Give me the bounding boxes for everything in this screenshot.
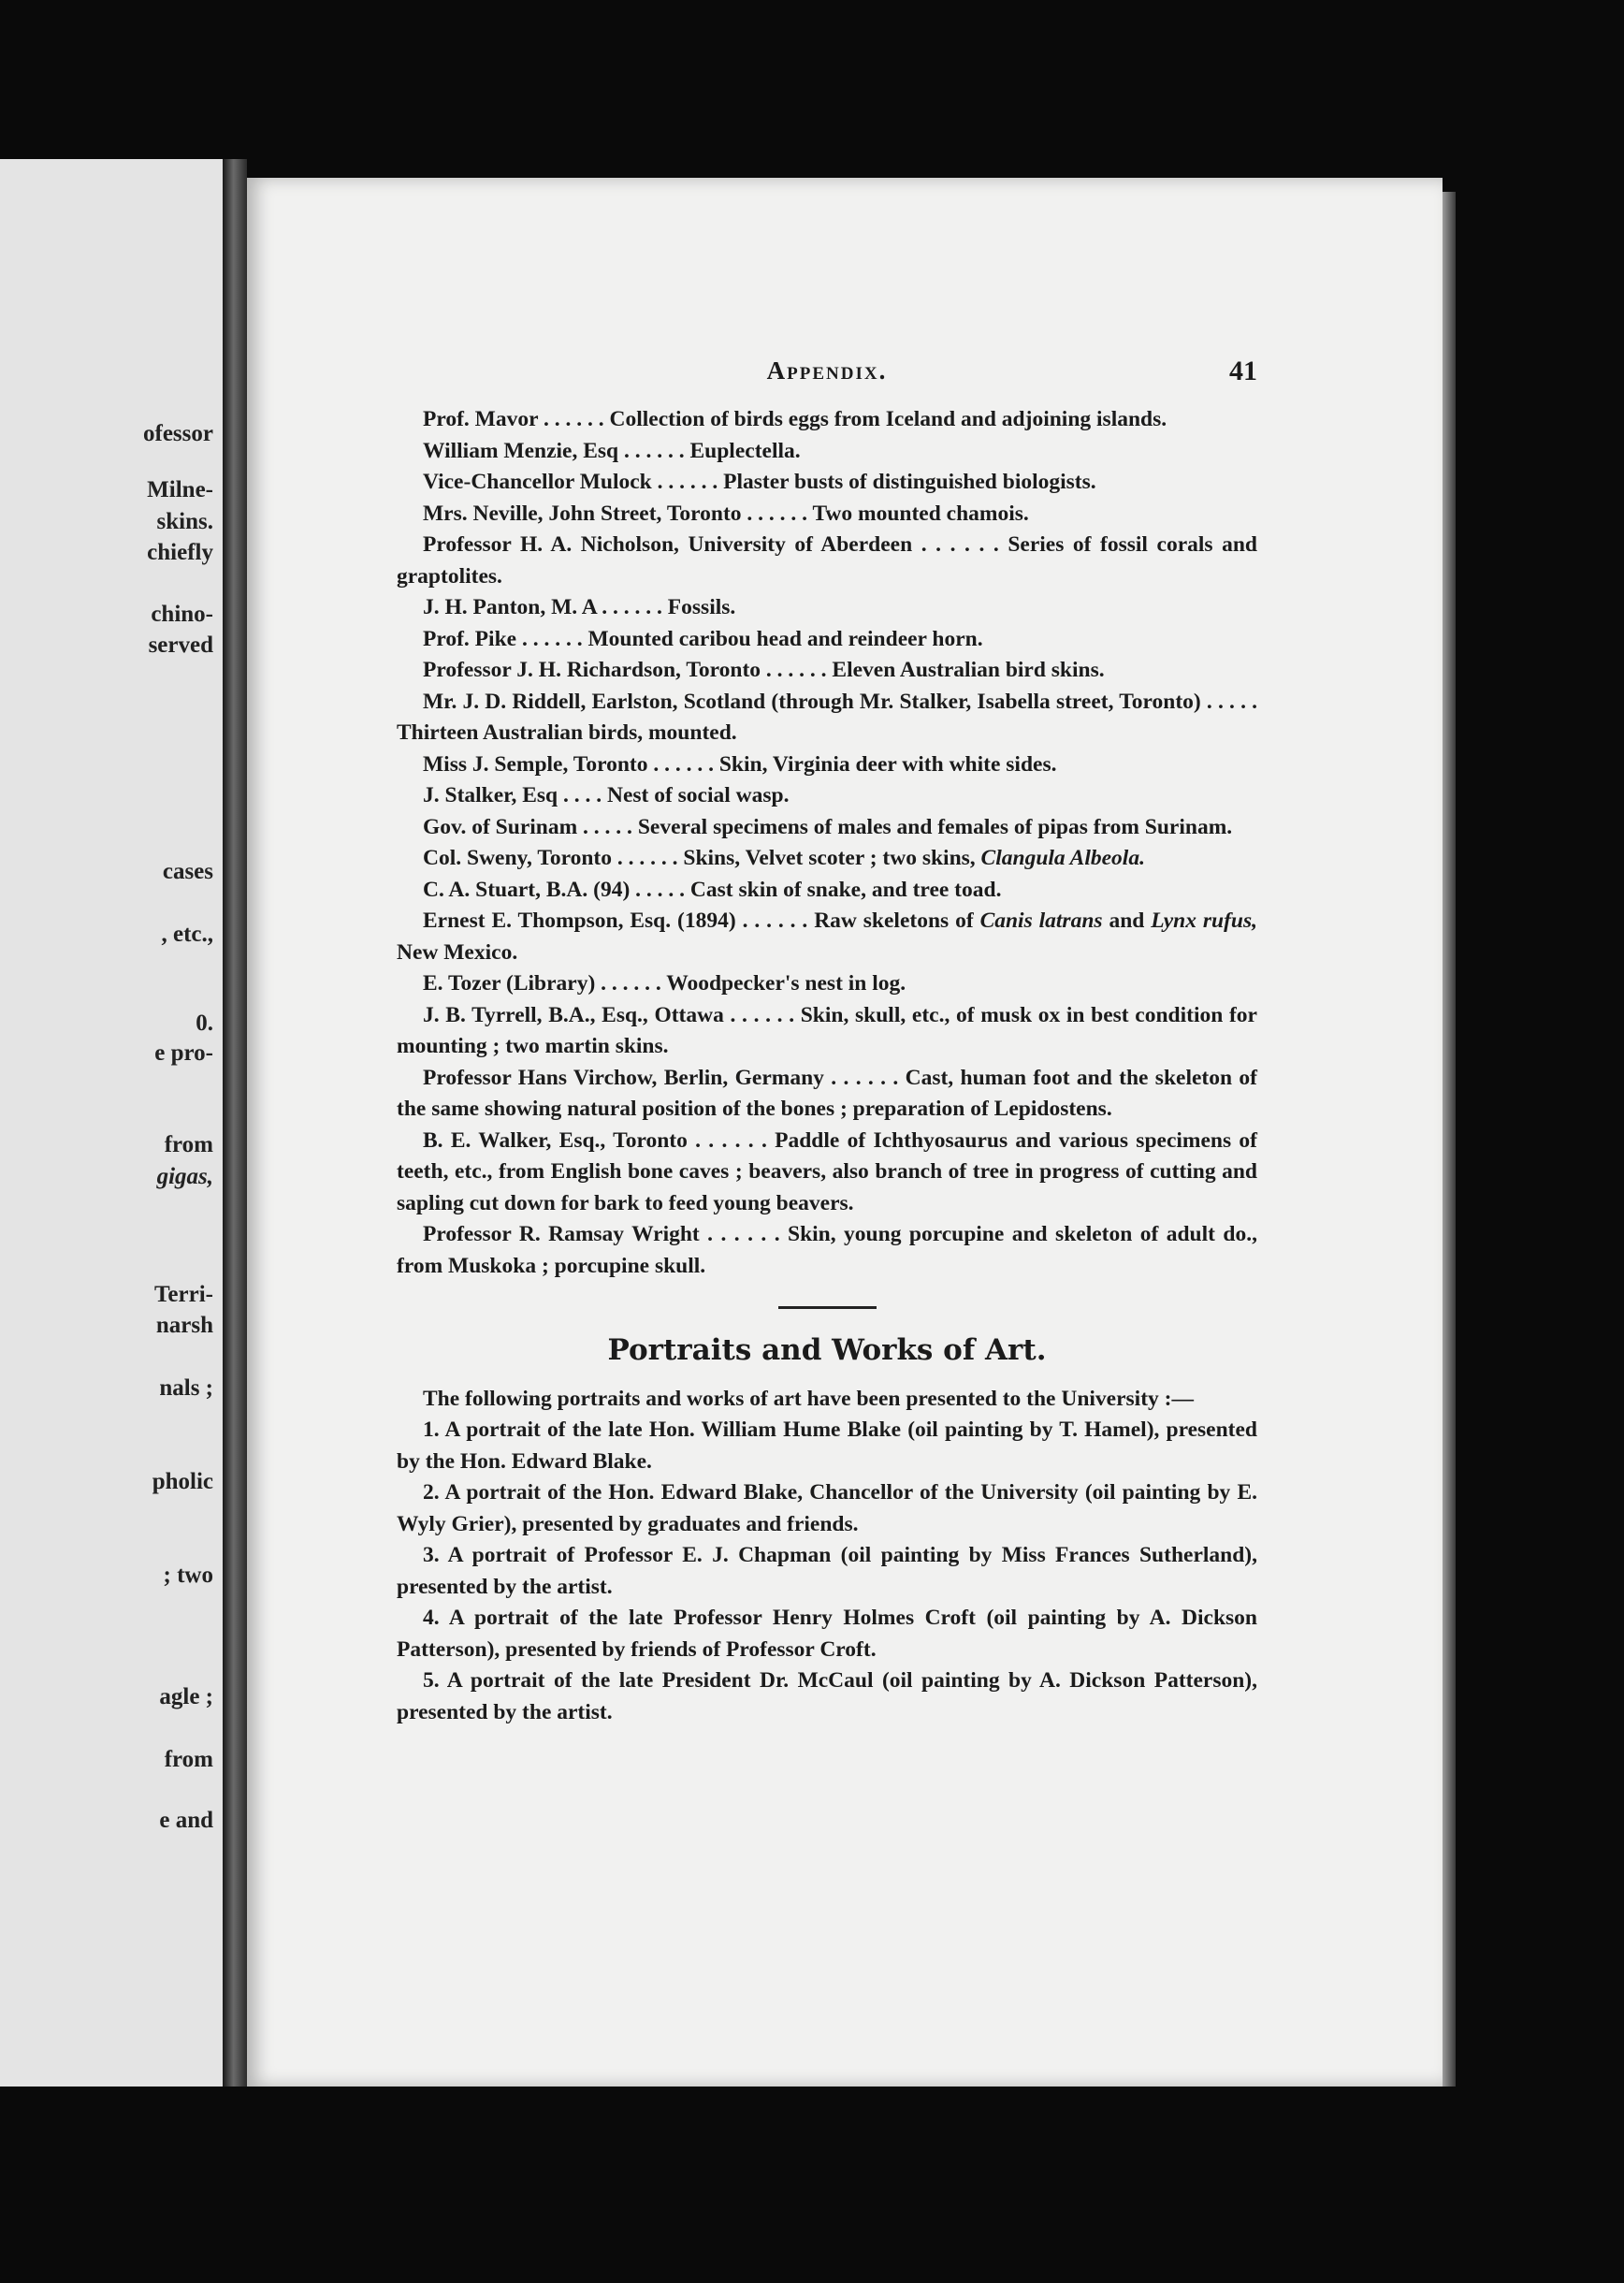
page-text (397, 356, 1257, 1728)
list-item: Col. Sweny, Toronto . . . . . . Skins, Velvet scoter ; two skins, Clangula Albeola. (423, 846, 1145, 870)
portrait-item: 1. A portrait of the late Hon. William Hume Blake (oil painting by T. Hamel), presented by the Hon. Edward Blake. (397, 1418, 1257, 1474)
portrait-item: 4. A portrait of the late Professor Henry Holmes Croft (oil painting by A. Dickson Patterson), presented by friends of Professor Croft. (397, 1606, 1257, 1662)
portrait-item: 5. A portrait of the late President Dr. McCaul (oil painting by A. Dickson Patterson), presented by the artist. (397, 1668, 1257, 1724)
donation-list (397, 404, 1257, 1282)
list-item: Professor H. A. Nicholson, University of Aberdeen . . . . . . Series of fossil corals and graptolites. (397, 532, 1257, 589)
portrait-item: 2. A portrait of the Hon. Edward Blake, Chancellor of the University (oil painting by E. Wyly Grier), presented by graduates and friends. (397, 1480, 1257, 1536)
list-item: Prof. Mavor . . . . . . Collection of birds eggs from Iceland and adjoining islands. (423, 407, 1167, 431)
left-fragment: chiefly (147, 540, 213, 565)
left-fragment: Terri- (154, 1282, 213, 1307)
book-gutter (223, 159, 247, 2087)
list-item: Prof. Pike . . . . . . Mounted caribou head and reindeer horn. (423, 626, 983, 651)
left-fragment: 0. (196, 1011, 213, 1036)
list-item: J. Stalker, Esq . . . . Nest of social wasp. (423, 783, 790, 807)
page (247, 178, 1443, 2087)
left-fragment: e pro- (154, 1040, 213, 1066)
left-fragment: pholic (152, 1469, 213, 1494)
left-fragment: gigas, (156, 1164, 213, 1189)
left-fragment: chino- (151, 602, 213, 627)
left-fragment: from (164, 1747, 213, 1772)
running-head-title: Appendix. (766, 356, 888, 385)
list-item: Mrs. Neville, John Street, Toronto . . . . . . Two mounted chamois. (423, 501, 1029, 526)
left-fragment: skins. (156, 509, 213, 534)
left-fragment: agle ; (159, 1684, 213, 1709)
left-fragment: e and (159, 1808, 213, 1833)
page-number: 41 (1229, 356, 1257, 386)
page-edge (1443, 192, 1456, 2087)
left-fragment: cases (162, 859, 213, 884)
section-title: Portraits and Works of Art. (607, 1333, 1047, 1367)
left-fragment: Milne- (147, 477, 213, 502)
left-fragment: from (164, 1132, 213, 1157)
list-item: B. E. Walker, Esq., Toronto . . . . . . Paddle of Ichthyosaurus and various specimens of teeth, etc., from English bone caves ; beavers, also branch of tree in progress of cutting and sapling cut down for bark to feed young beavers. (397, 1127, 1258, 1215)
list-item: J. B. Tyrrell, B.A., Esq., Ottawa . . . . . . Skin, skull, etc., of musk ox in best condition for mounting ; two martin skins. (397, 1002, 1257, 1058)
left-fragment: served (148, 633, 213, 658)
list-item: J. H. Panton, M. A . . . . . . Fossils. (423, 595, 736, 619)
list-item: Professor R. Ramsay Wright . . . . . . Skin, young porcupine and skeleton of adult do., from Muskoka ; porcupine skull. (397, 1222, 1257, 1278)
list-item: Vice-Chancellor Mulock . . . . . . Plaster busts of distinguished biologists. (423, 470, 1096, 494)
section-intro: The following portraits and works of art have been presented to the University :— (423, 1386, 1194, 1411)
left-fragment: nals ; (159, 1375, 213, 1401)
section-divider (778, 1306, 877, 1309)
left-fragment: , etc., (161, 922, 213, 947)
list-item: Mr. J. D. Riddell, Earlston, Scotland (through Mr. Stalker, Isabella street, Toronto) . . . . . Thirteen Australian birds, mounted. (397, 689, 1257, 745)
list-item: C. A. Stuart, B.A. (94) . . . . . Cast skin of snake, and tree toad. (423, 877, 1002, 902)
running-head (397, 356, 1257, 404)
list-item: Gov. of Surinam . . . . . Several specimens of males and females of pipas from Surinam. (423, 814, 1233, 839)
list-item: Professor Hans Virchow, Berlin, Germany . . . . . . Cast, human foot and the skeleton of the same showing natural position of the bones ; preparation of Lepidostens. (397, 1065, 1257, 1121)
list-item: Ernest E. Thompson, Esq. (1894) . . . . . . Raw skeletons of Canis latrans and Lynx rufus, New Mexico. (397, 909, 1257, 965)
left-fragment: ; two (163, 1563, 213, 1588)
list-item: Professor J. H. Richardson, Toronto . . . . . . Eleven Australian bird skins. (423, 658, 1105, 682)
list-item: William Menzie, Esq . . . . . . Euplectella. (423, 438, 801, 463)
list-item: E. Tozer (Library) . . . . . . Woodpecker's nest in log. (423, 971, 906, 996)
left-fragment: narsh (155, 1313, 213, 1338)
portrait-item: 3. A portrait of Professor E. J. Chapman (oil painting by Miss Frances Sutherland), presented by the artist. (397, 1543, 1257, 1599)
left-fragment: ofessor (143, 421, 213, 446)
list-item: Miss J. Semple, Toronto . . . . . . Skin, Virginia deer with white sides. (423, 751, 1057, 777)
previous-page-strip (0, 159, 225, 2087)
